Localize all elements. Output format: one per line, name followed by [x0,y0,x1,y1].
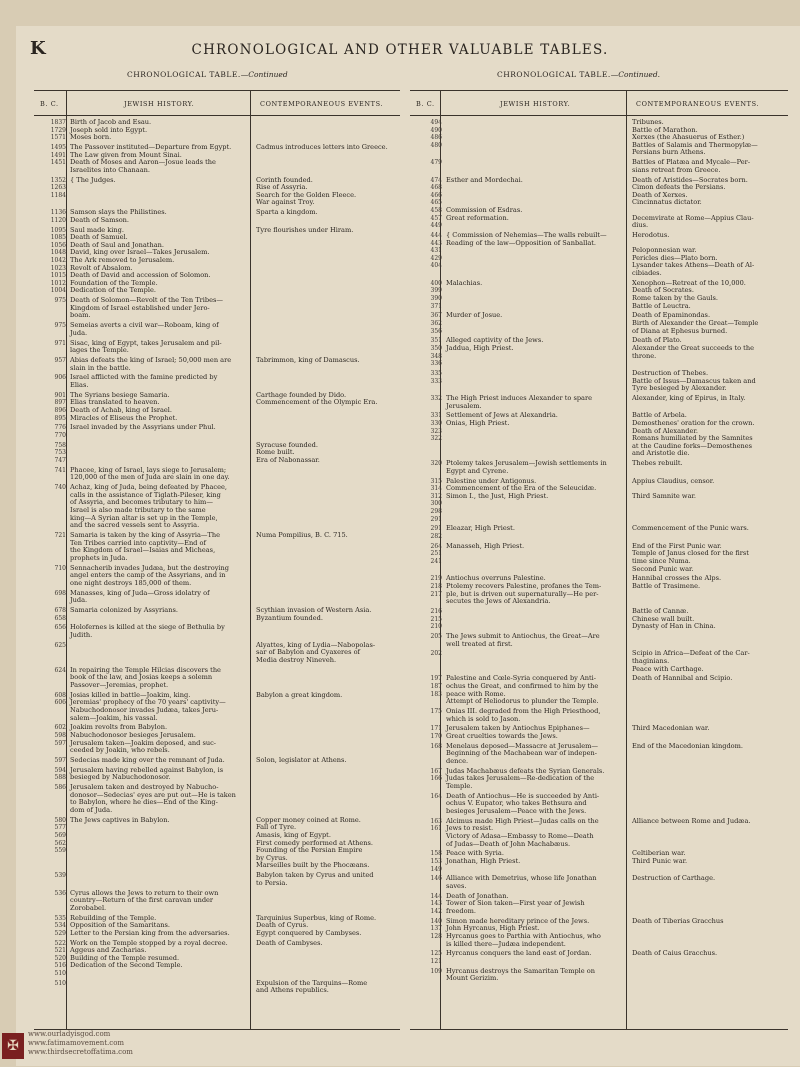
year-cell: 710 [54,564,66,572]
jewish-history-cell: In repairing the Temple Hilcias discovers the book of the law, and Josias keeps a solemn Passover—Jeremias, prophet. [70,665,221,689]
contemporaneous-event-cell: Alyattes, king of Lydia—Nabopolas- sar of Babylon and Cyaxeres of Media destroy Nineveh. [256,640,376,664]
jewish-history-cell: Onias III. degraded from the High Priesthood, which is sold to Jason. [446,707,601,723]
jewish-history-cell: Samaria is taken by the king of Assyria—The Ten Tribes carried into captivity—End of the Kingdom of Israel—Isaias and Micheas, prophets in Juda. [70,531,221,562]
jewish-history-cell: Sennacherib invades Judæa, but the destroying angel enters the camp of the Assyrians, and in one night destroys 185,000 of them. [70,563,229,587]
contemporaneous-event-cell: Corinth founded. Rise of Assyria. Search for the Golden Fleece. War against Troy. [256,175,357,207]
year-cell: 594 588 [54,766,66,782]
year-cell: 125 121 [430,950,442,965]
jewish-history-cell: Settlement of Jews at Alexandria. Onias, High Priest. [446,411,558,427]
contemporaneous-event-cell: Scipio in Africa—Defeat of the Car- thaginians. Peace with Carthage. [632,649,750,673]
jewish-history-cell: Jerusalem having rebelled against Babylon, is besieged by Nabuchodonosor. [70,765,224,782]
right-table [410,90,788,1030]
jewish-history-cell: The Passover instituted—Departure from Egypt. The Law given from Mount Sinai. Death of Moses and Aaron—Josue leads the Israelites into Chanaan. [70,143,232,174]
jewish-history-cell: The Jews captives in Babylon. [70,815,170,824]
year-cell: 510 [54,979,66,987]
contemporaneous-event-cell: Death of Cambyses. [256,938,323,947]
year-cell: 140 137 128 [430,917,442,940]
year-cell: 109 [430,967,442,975]
contemporaneous-event-cell: Babylon taken by Cyrus and united to Persia. [256,871,374,887]
jewish-history-cell: Israel invaded by the Assyrians under Phul. [70,423,216,432]
year-cell: 171 170 [430,725,442,740]
contemporaneous-event-cell: Tribunes. Battle of Marathon. Xerxes (the Ahasuerus of Esther.) Battles of Salamis and Thermopylæ— Persians burn Athens. [632,118,758,157]
jewish-history-cell: Saul made king. Death of Samuel. Death of Saul and Jonathan. David, king over Israel—Takes Jerusalem. The Ark removed to Jerusalem. Revolt of Absalom. Death of David and accession of Solomon. Foundation of the Temple. Dedication of the Temple. [70,225,211,295]
contemporaneous-event-cell: End of the First Punic war. Temple of Janus closed for the first time since Numa. Second Punic war. [632,541,749,573]
contemporaneous-event-cell: Carthage founded by Dido. Commencement of the Olympic Era. [256,390,378,407]
jewish-history-cell: { The Judges. [70,175,116,184]
jewish-history-cell: Josias killed in battle—Joakim, king. Jeremias' prophecy of the 70 years' captivity— Nabuchodonosor invades Judæa, takes Jeru- salem—Joakim, his vassal. [70,690,226,722]
contemporaneous-event-cell: End of the Macedonian kingdom. [632,741,743,750]
contemporaneous-event-cell: Numa Pompilius, B. C. 715. [256,531,348,539]
contemporaneous-event-cell: Death of Epaminondas. Birth of Alexander the Great—Temple of Diana at Ephesus burned. [632,311,759,335]
year-cell: 400 399 390 371 [430,279,442,310]
contemporaneous-event-cell: Death of Plato. Alexander the Great succeeds to the throne. [632,336,754,360]
year-cell: 205 [430,633,442,640]
jewish-history-cell: Joakim revolts from Babylon. Nabuchodonosor besieges Jerusalem. Jerusalem taken—Joakim deposed, and suc- ceeded by Joakin, who rebels. [70,723,216,755]
jewish-history-cell: Malachias. [446,278,483,287]
contemporaneous-event-cell: Syracuse founded. Rome built. Era of Nabonassar. [256,440,320,464]
jewish-history-cell: Sedecias made king over the remnant of Juda. [70,756,225,764]
contemporaneous-event-cell: Appius Claudius, censor. Third Samnite war. [632,476,715,500]
jewish-history-cell: Israel afflicted with the famine predicted by Elias. [70,373,218,389]
jewish-history-cell: Menelaus deposed—Massacre at Jerusalem— Beginning of the Machabean war of indepen- dence. [446,741,599,765]
contemporaneous-event-cell: Destruction of Carthage. [632,874,716,883]
bc-header: B. C. [416,100,435,108]
year-cell: 536 [54,889,66,897]
contemporaneous-event-cell: Death of Aristides—Socrates born. Cimon defeats the Persians. Death of Xerxes. Cincinnatus dictator. Decemvirate at Rome—Appius Clau- dius. [632,175,754,230]
year-cell: 315 314 312 300 298 291 [430,477,442,523]
year-cell: 216 215 210 [430,608,442,631]
year-cell: 197 187 183 [430,675,442,698]
jewish-history-cell: Jerusalem taken and destroyed by Nabucho- donosor—Sedecias' eyes are put out—He is taken to Babylon, where he dies—End of the King- dom of Juda. [70,783,236,814]
bc-header: B. C. [40,100,59,108]
year-cell: 332 [430,395,442,402]
jewish-history-cell: Palestine under Antigonus. Commencement of the Era of the Seleucidæ. Simon I., the Just, High Priest. [446,476,597,500]
contemporaneous-event-cell: Death of Caius Gracchus. [632,949,718,958]
contemporaneous-event-cell: Battle of Arbela. Demosthenes' oration for the crown. Death of Alexander. Romans humiliated by the Samnites at the Caudine forks—Demosthenes and Aristotle die. [632,411,755,458]
jewish-history-cell: Alcimus made High Priest—Judas calls on the Jews to resist. Victory of Adasa—Embassy to Rome—Death of Judas—Death of John Machabæus. [446,816,599,848]
contemporaneous-event-cell: Celtiberian war. Third Punic war. [632,849,688,865]
contemporaneous-event-cell: Battles of Platæa and Mycale—Per- sians retreat from Greece. [632,158,751,174]
left-table-header [34,91,400,116]
jewish-history-cell: Birth of Jacob and Esau. Joseph sold into Egypt. Moses born. [70,118,152,142]
watermark-links[interactable]: www.ourladyisgod.com www.fatimamovement.com www.thirdsecretoffatima.com [28,1030,133,1056]
jewish-history-cell: Eleazar, High Priest. [446,524,515,533]
jewish-history-cell: Esther and Mordechai. Commission of Esdras. Great reformation. [446,175,523,222]
contemporaneous-event-cell: Thebes rebuilt. [632,459,683,468]
jewish-history-cell: Hyrcanus conquers the land east of Jordan. [446,949,592,958]
year-cell: 698 [54,589,66,597]
jewish-history-cell: The Syrians besiege Samaria. Elias translated to heaven. Death of Achab, king of Israel. Miracles of Eliseus the Prophet. [70,390,178,422]
year-cell: 971 [54,339,66,347]
jewish-history-cell: Antiochus overruns Palestine. Ptolemy recovers Palestine, profanes the Tem- ple, but is driven out supernaturally—He per- secutes the Jews of Alexandria. [446,574,602,606]
contemporaneous-event-cell: Xenophon—Retreat of the 10,000. Death of Socrates. Rome taken by the Gauls. Battle of Leuctra. [632,278,746,310]
year-cell: 740 [54,484,66,492]
year-cell: 351 350 348 336 [430,337,442,368]
contemporaneous-event-cell: Death of Tiberias Gracchus [632,916,724,925]
year-cell: 167 166 [430,767,442,783]
jewish-history-cell: Manasses, king of Juda—Gross idolatry of Juda. [70,588,210,605]
year-cell: 219 218 217 [430,575,442,598]
right-table-header [410,91,788,116]
year-cell: 367 362 356 [430,312,442,335]
year-cell: 522 521 520 516 510 [54,939,66,977]
year-cell: 776 770 [54,424,66,439]
year-cell: 335 333 [430,370,442,385]
jewish-header: JEWISH HISTORY. [500,100,571,108]
year-cell: 678 658 [54,607,66,622]
year-cell: 163 161 [430,817,442,833]
events-header: CONTEMPORANEOUS EVENTS. [260,100,384,108]
jewish-history-cell: Simon made hereditary prince of the Jews. John Hyrcanus, High Priest. Hyrcanus goes to Parthia with Antiochus, who is killed there—Judæa independent. [446,916,601,948]
year-cell: 320 [430,460,442,468]
contemporaneous-event-cell: Third Macedonian war. [632,724,710,733]
year-cell: 158 153 149 [430,850,442,873]
year-cell: 1095 1085 1056 1048 1042 1023 1015 1012 1004 [50,226,66,295]
year-cell: 1352 1263 1184 [50,176,66,199]
contemporaneous-event-cell: Death of Hannibal and Scipio. [632,674,733,683]
year-cell: 535 534 529 [54,914,66,937]
page-label: K [30,38,46,59]
jewish-history-cell: Ptolemy takes Jerusalem—Jewish settlements in Egypt and Cyrene. [446,459,607,475]
contemporaneous-event-cell: Scythian invasion of Western Asia. Byzantium founded. [256,606,372,622]
contemporaneous-event-cell: Babylon a great kingdom. [256,690,343,699]
year-cell: 741 [54,466,66,474]
year-cell: 291 282 [430,525,442,540]
jewish-history-cell: Alleged captivity of the Jews. Jaddua, High Priest. [446,336,544,352]
year-cell: 721 [54,532,66,539]
jewish-history-cell: Murder of Josue. [446,311,503,320]
contemporaneous-event-cell: Alexander, king of Epirus, in Italy. [632,394,746,402]
year-cell: 479 [430,159,442,167]
jewish-history-cell: Palestine and Cœle-Syria conquered by Anti- ochus the Great, and confirmed to him by the peace with Rome. Attempt of Heliodorus to plunder the Temple. [446,674,599,706]
year-cell: 906 [54,374,66,382]
year-cell: 586 [54,784,66,792]
year-cell: 444 443 431 429 404 [430,232,442,270]
year-cell: 975 [54,297,66,305]
year-cell: 331 330 323 322 [430,412,442,443]
contemporaneous-event-cell: Tyre flourishes under Hiram. [256,225,354,234]
year-cell: 202 [430,650,442,658]
left-table [34,90,400,1030]
year-cell: 175 [430,708,442,715]
jewish-history-cell: Jerusalem taken by Antiochus Epiphanes— Great cruelties towards the Jews. [446,724,590,740]
cross-logo-icon: ✠ [2,1033,24,1059]
jewish-history-cell: Phacee, king of Israel, lays siege to Jerusalem; 120,000 of the men of Juda are slain in one day. [70,465,230,482]
jewish-history-cell: Judas Machabæus defeats the Syrian Generals. Judas takes Jerusalem—Re-dedication of the Temple. [446,766,605,790]
jewish-history-cell: Work on the Temple stopped by a royal decree. Aggeus and Zacharias. Building of the Temple resumed. Dedication of the Second Temple. [70,938,228,970]
left-caption: CHRONOLOGICAL TABLE.—Continued [127,70,288,79]
year-cell: 474 468 466 465 458 457 449 [430,176,442,230]
year-cell: 625 [54,641,66,649]
year-cell: 1495 1491 1451 [50,144,66,167]
contemporaneous-event-cell: Commencement of the Punic wars. [632,524,749,533]
contemporaneous-event-cell: Cadmus introduces letters into Greece. [256,143,388,151]
jewish-history-cell: Samson slays the Philistines. Death of Samson. [70,208,167,224]
jewish-history-cell: Peace with Syria. Jonathan, High Priest. [446,849,521,865]
jewish-history-cell: Death of Solomon—Revolt of the Ten Tribes— Kingdom of Israel established under Jero- boam. [70,296,223,320]
jewish-history-cell: Achaz, king of Juda, being defeated by Phacee, calls in the assistance of Tiglath-Pileser, king of Assyria, and becomes tributary to him— Israel is also made tributary to the same king—A Syrian altar is set up in the Temple, and the sacred vessels sent to Assyria. [70,483,228,530]
page-title: CHRONOLOGICAL AND OTHER VALUABLE TABLES. [191,42,609,58]
year-cell: 539 [54,872,66,880]
year-cell: 624 [54,666,66,674]
year-cell: 580 577 569 562 559 [54,816,66,855]
jewish-history-cell: Alliance with Demetrius, whose life Jonathan saves. [446,874,597,890]
jewish-history-cell: Samaria colonized by Assyrians. [70,606,178,614]
year-cell: 1136 1120 [50,209,66,224]
contemporaneous-event-cell: Expulsion of the Tarquins—Rome and Athens republics. [256,978,368,995]
jewish-history-cell: Holofernes is killed at the siege of Bethulia by Judith. [70,623,225,639]
year-cell: 957 [54,357,66,364]
contemporaneous-event-cell: Destruction of Thebes. Battle of Issus—Damascus taken and Tyre besieged by Alexander. [632,369,756,393]
year-cell: 164 [430,792,442,800]
jewish-header: JEWISH HISTORY. [124,100,195,108]
contemporaneous-event-cell: Tarquinius Superbus, king of Rome. Death of Cyrus. Egypt conquered by Cambyses. [256,913,377,937]
jewish-history-cell: Death of Jonathan. Tower of Sion taken—First year of Jewish freedom. [446,891,585,915]
year-cell: 1837 1729 1571 [50,119,66,142]
contemporaneous-event-cell: Hannibal crosses the Alps. Battle of Trasimene. [632,574,722,590]
year-cell: 602 598 597 [54,724,66,747]
contemporaneous-event-cell: Battle of Cannæ. Chinese wall built. Dynasty of Han in China. [632,607,716,631]
jewish-history-cell: Abias defeats the king of Israel; 50,000 men are slain in the battle. [70,356,232,372]
year-cell: 168 [430,742,442,750]
jewish-history-cell: Hyrcanus destroys the Samaritan Temple on Mount Gerizim. [446,966,596,983]
year-cell: 597 [54,757,66,764]
jewish-history-cell: { Commission of Nehemias—The walls rebuilt— Reading of the law—Opposition of Sanballat. [446,231,607,247]
year-cell: 146 [430,875,442,883]
right-caption: CHRONOLOGICAL TABLE.—Continued. [497,70,661,79]
jewish-history-cell: Cyrus allows the Jews to return to their own country—Return of the first caravan under Zorobabel. [70,888,219,912]
jewish-history-cell: Death of Antiochus—He is succeeded by Anti- ochus V. Eupator, who takes Bethsura and besieges Jerusalem—Peace with the Jews. [446,791,600,815]
year-cell: 901 897 896 895 [54,391,66,422]
events-header: CONTEMPORANEOUS EVENTS. [636,100,760,108]
contemporaneous-event-cell: Herodotus. Peloponnesian war. Pericles dies—Plato born. Lysander takes Athens—Death of Al- cibiades. [632,231,755,277]
year-cell: 608 606 [54,691,66,707]
year-cell: 494 490 486 480 [430,119,442,149]
jewish-history-cell: The High Priest induces Alexander to spare Jerusalem. [446,394,593,410]
jewish-history-cell: Manasseh, High Priest. [446,541,525,550]
contemporaneous-event-cell: Solon, legislator at Athens. [256,756,347,764]
jewish-history-cell: Sisac, king of Egypt, takes Jerusalem and pil- lages the Temple. [70,338,222,355]
contemporaneous-event-cell: Tabrimmon, king of Damascus. [256,356,360,364]
contemporaneous-event-cell: Alliance between Rome and Judæa. [632,816,751,825]
year-cell: 264 251 241 [430,542,442,565]
jewish-history-cell: Rebuilding of the Temple. Opposition of the Samaritans. Letter to the Persian king from the adversaries. [70,913,230,937]
jewish-history-cell: The Jews submit to Antiochus, the Great—Are well treated at first. [446,632,600,648]
year-cell: 975 [54,322,66,330]
year-cell: 656 [54,624,66,632]
year-cell: 144 143 142 [430,892,442,915]
contemporaneous-event-cell: Sparta a kingdom. [256,208,318,217]
contemporaneous-event-cell: Copper money coined at Rome. Fall of Tyre. Amasis, king of Egypt. First comedy performed at Athens. Founding of the Persian Empire by Cyrus. Marseilles built by the Phocæans. [256,815,373,870]
year-cell: 758 753 747 [54,441,66,464]
jewish-history-cell: Semeias averts a civil war—Roboam, king of Juda. [70,321,219,337]
